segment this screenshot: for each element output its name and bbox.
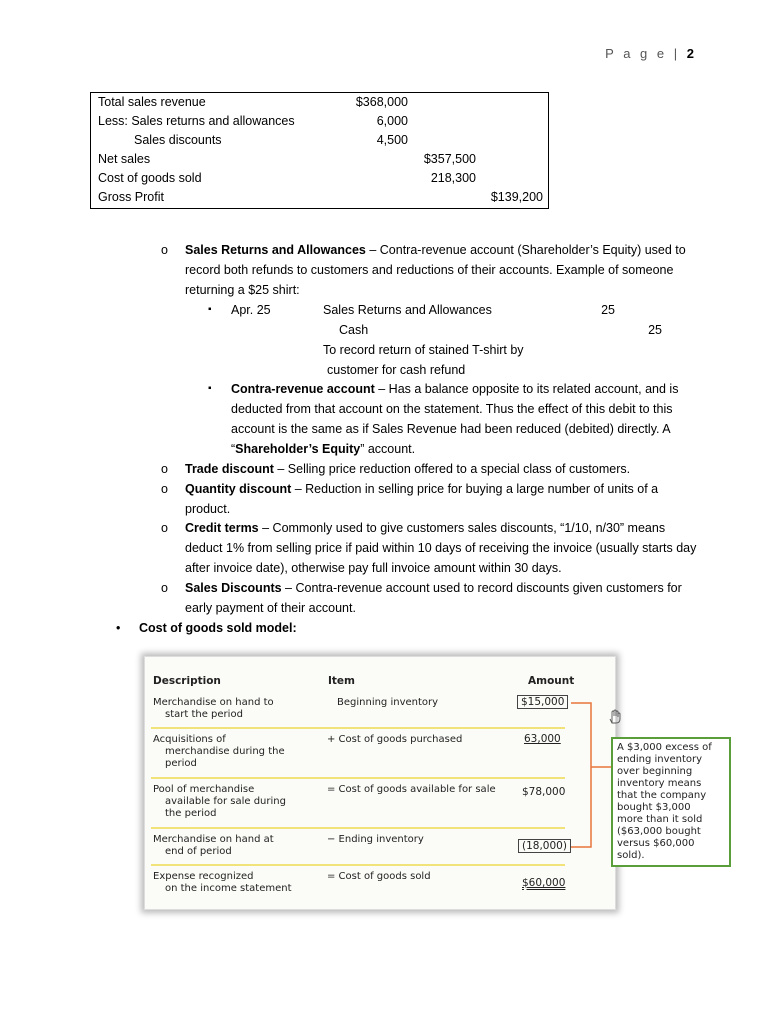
figure-description: merchandise during the xyxy=(165,746,285,757)
statement-value: $368,000 xyxy=(355,95,408,109)
figure-item: Beginning inventory xyxy=(337,697,439,708)
figure-description: Acquisitions of xyxy=(153,734,226,745)
statement-value: 6,000 xyxy=(376,114,408,128)
dot-bullet: • xyxy=(116,621,121,635)
contra-text: – Has a balance opposite to its related account, and is deducted from that account on the statement. Thus the effect of this debit to this account is the same as if Sales Revenue had been reduced (debited) directly. A “ xyxy=(231,382,679,456)
figure-amount: $60,000 xyxy=(522,877,566,889)
inventory-note-box xyxy=(611,737,731,867)
page-word: P a g e xyxy=(605,46,668,61)
row-divider xyxy=(151,864,565,866)
statement-label: Total sales revenue xyxy=(98,95,206,109)
figure-description: start the period xyxy=(165,709,243,720)
page-number-header xyxy=(605,46,694,61)
income-statement-table xyxy=(90,92,549,209)
figure-description: on the income statement xyxy=(165,883,292,894)
circle-bullet: o xyxy=(161,581,168,595)
discounts-text: – Contra-revenue account used to record discounts given customers for early payment of their account. xyxy=(185,581,682,615)
note-line: inventory means xyxy=(617,778,702,789)
circle-bullet: o xyxy=(161,521,168,535)
row-divider xyxy=(151,827,565,829)
sales-returns-paragraph xyxy=(185,240,705,300)
term-contra-revenue: Contra-revenue account xyxy=(231,382,375,396)
cogs-model-heading: Cost of goods sold model: xyxy=(139,621,297,635)
term-sales-discounts: Sales Discounts xyxy=(185,581,282,595)
figure-amount: $78,000 xyxy=(522,786,566,798)
figure-item: − Ending inventory xyxy=(327,834,424,845)
term-trade-discount: Trade discount xyxy=(185,462,274,476)
circle-bullet: o xyxy=(161,482,168,496)
note-line: ($63,000 bought xyxy=(617,826,701,837)
journal-debit-amount: 25 xyxy=(601,303,615,317)
figure-description: Merchandise on hand to xyxy=(153,697,274,708)
figure-item: = Cost of goods available for sale xyxy=(327,784,496,795)
credit-text: – Commonly used to give customers sales discounts, “1/10, n/30” means deduct 1% from selling price if paid within 10 days of receiving the invoice (usually starts day after invoice date), otherwise pay full invoice amount within 30 days. xyxy=(185,521,697,575)
bracket-connector xyxy=(571,697,611,857)
quantity-text: – Reduction in selling price for buying a large number of units of a product. xyxy=(185,482,659,516)
row-divider xyxy=(151,777,565,779)
cogs-model-figure xyxy=(144,656,712,910)
journal-memo: customer for cash refund xyxy=(327,363,466,377)
page-separator: | xyxy=(673,46,681,61)
figure-description: end of period xyxy=(165,846,232,857)
statement-label: Cost of goods sold xyxy=(98,171,202,185)
figure-amount: $15,000 xyxy=(517,695,568,709)
figure-description: available for sale during xyxy=(165,796,286,807)
figure-description: period xyxy=(165,758,197,769)
sales-returns-text: – Contra-revenue account (Shareholder’s Equity) used to record both refunds to customers and reductions of their accounts. Example of someone returning a $25 shirt: xyxy=(185,243,686,297)
term-credit-terms: Credit terms xyxy=(185,521,259,535)
figure-item: = Cost of goods sold xyxy=(327,871,431,882)
credit-terms-paragraph xyxy=(185,518,700,578)
figure-description: Expense recognized xyxy=(153,871,254,882)
journal-debit-account: Sales Returns and Allowances xyxy=(323,303,492,317)
circle-bullet: o xyxy=(161,243,168,257)
statement-value: $139,200 xyxy=(490,190,543,204)
figure-header-amount: Amount xyxy=(528,675,575,687)
note-line: that the company xyxy=(617,790,707,801)
term-quantity-discount: Quantity discount xyxy=(185,482,292,496)
note-line: more than it sold xyxy=(617,814,703,825)
statement-value: 4,500 xyxy=(376,133,408,147)
row-divider xyxy=(151,727,565,729)
journal-date: Apr. 25 xyxy=(231,303,271,317)
sales-discounts-paragraph xyxy=(185,578,700,618)
statement-label: Gross Profit xyxy=(98,190,164,204)
contra-revenue-paragraph xyxy=(231,379,696,459)
note-line: ending inventory xyxy=(617,754,703,765)
square-bullet: ▪ xyxy=(208,383,212,394)
note-line: bought $3,000 xyxy=(617,802,691,813)
statement-label: Net sales xyxy=(98,152,151,166)
trade-discount-paragraph xyxy=(185,459,705,479)
statement-label: Sales discounts xyxy=(134,133,222,147)
term-shareholders-equity: Shareholder’s Equity xyxy=(235,442,361,456)
quantity-discount-paragraph xyxy=(185,479,690,519)
statement-value: 218,300 xyxy=(430,171,476,185)
figure-header-item: Item xyxy=(328,675,355,687)
circle-bullet: o xyxy=(161,462,168,476)
note-line: versus $60,000 xyxy=(617,838,695,849)
figure-item: + Cost of goods purchased xyxy=(327,734,463,745)
note-line: over beginning xyxy=(617,766,693,777)
journal-credit-amount: 25 xyxy=(648,323,662,337)
journal-credit-account: Cash xyxy=(339,323,369,337)
statement-value: $357,500 xyxy=(423,152,476,166)
figure-amount: (18,000) xyxy=(518,839,571,853)
trade-text: – Selling price reduction offered to a special class of customers. xyxy=(273,462,631,476)
figure-description: Pool of merchandise xyxy=(153,784,255,795)
figure-description: Merchandise on hand at xyxy=(153,834,274,845)
note-line: sold). xyxy=(617,850,645,861)
statement-label: Less: Sales returns and allowances xyxy=(98,114,295,128)
square-bullet: ▪ xyxy=(208,304,212,315)
contra-text-end: ” account. xyxy=(360,442,416,456)
note-line: A $3,000 excess of xyxy=(617,742,712,753)
journal-memo: To record return of stained T-shirt by xyxy=(323,343,524,357)
figure-description: the period xyxy=(165,808,217,819)
page-number: 2 xyxy=(686,46,694,61)
figure-header-description: Description xyxy=(153,675,221,687)
term-sales-returns: Sales Returns and Allowances xyxy=(185,243,366,257)
figure-amount: 63,000 xyxy=(524,733,561,745)
hand-pointer-icon xyxy=(607,709,623,725)
